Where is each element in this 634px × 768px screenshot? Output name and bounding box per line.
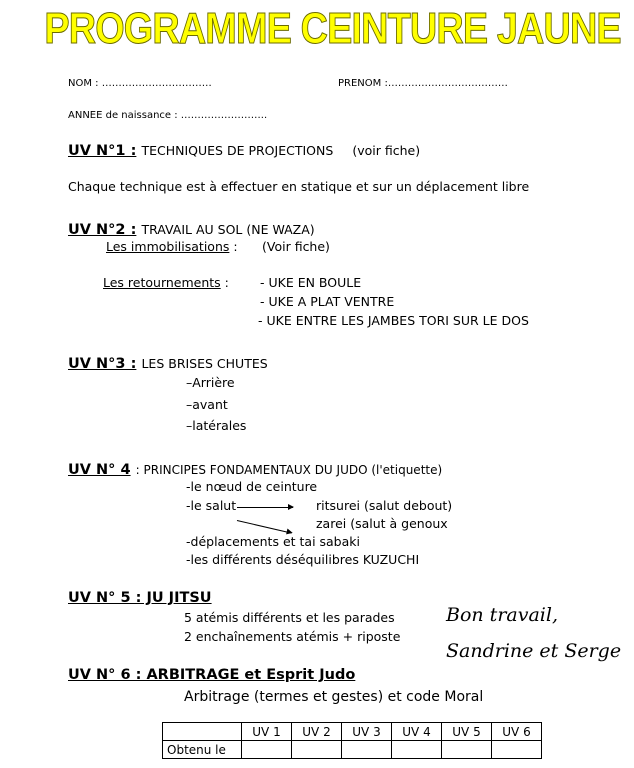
- uv1-line: Chaque technique est à effectuer en statique et sur un déplacement libre: [68, 179, 530, 194]
- immobilisations-colon: :: [229, 239, 238, 254]
- retournement-item: - UKE ENTRE LES JAMBES TORI SUR LE DOS: [258, 313, 529, 328]
- uv4-line: -le nœud de ceinture: [186, 479, 318, 494]
- table-cell: [163, 723, 242, 741]
- uv3-label: UV N°3 :: [68, 356, 137, 372]
- uv2-title: TRAVAIL AU SOL (NE WAZA): [141, 222, 315, 237]
- retournement-item: - UKE EN BOULE: [260, 275, 362, 290]
- table-cell[interactable]: [342, 741, 392, 759]
- immobilisations-label: Les immobilisations: [106, 239, 230, 254]
- annee-field[interactable]: ANNEE de naissance : ……………………..: [68, 110, 268, 121]
- uv3-item: –avant: [186, 397, 228, 412]
- table-header: UV 4: [392, 723, 442, 741]
- uv3-item: –latérales: [186, 418, 247, 433]
- nom-field[interactable]: NOM : ……………………………: [68, 78, 212, 89]
- uv6-line: Arbitrage (termes et gestes) et code Moral: [184, 689, 484, 705]
- signature-line: Bon travail,: [446, 604, 558, 626]
- uv2-retournements: [103, 275, 229, 290]
- uv4-line: -les différents déséquilibres KUZUCHI: [186, 552, 420, 567]
- uv1-header: [68, 140, 420, 159]
- table-row: [163, 741, 542, 759]
- uv2-label: UV N°2 :: [68, 222, 137, 238]
- table-cell[interactable]: [292, 741, 342, 759]
- salut-zarei: zarei (salut à genoux: [316, 516, 448, 531]
- uv5-line: 5 atémis différents et les parades: [184, 610, 395, 625]
- uv4-title: : PRINCIPES FONDAMENTAUX DU JUDO (l'etiquette): [135, 463, 443, 477]
- retournements-label: Les retournements: [103, 275, 221, 290]
- table-header: UV 3: [342, 723, 392, 741]
- arrow-icon: [237, 520, 292, 534]
- prenom-field[interactable]: PRENOM :………………………………: [338, 78, 508, 89]
- uv4-label: UV N° 4: [68, 462, 131, 478]
- uv3-item: –Arrière: [186, 375, 235, 390]
- table-header: UV 2: [292, 723, 342, 741]
- page-title: PROGRAMME CEINTURE JAUNE: [44, 4, 621, 53]
- signature-line: Sandrine et Serge: [446, 640, 622, 662]
- uv4-line: -déplacements et tai sabaki: [186, 534, 360, 549]
- retournement-item: - UKE A PLAT VENTRE: [260, 294, 395, 309]
- results-table: [162, 722, 542, 759]
- table-header: UV 5: [442, 723, 492, 741]
- uv5-header: UV N° 5 : JU JITSU: [68, 590, 212, 606]
- uv3-title: LES BRISES CHUTES: [141, 356, 268, 371]
- table-row: [163, 723, 542, 741]
- table-cell[interactable]: [242, 741, 292, 759]
- salut-ritsurei: ritsurei (salut debout): [316, 498, 453, 513]
- uv2-header: [68, 219, 315, 238]
- uv2-immobilisations: [106, 239, 238, 254]
- table-cell[interactable]: [442, 741, 492, 759]
- table-cell[interactable]: [492, 741, 542, 759]
- uv4-header: [68, 459, 442, 478]
- uv1-label: UV N°1 :: [68, 143, 137, 159]
- uv6-header: UV N° 6 : ARBITRAGE et Esprit Judo: [68, 667, 356, 683]
- arrow-icon: [237, 507, 293, 508]
- uv1-note: (voir fiche): [352, 143, 421, 158]
- uv3-header: [68, 353, 268, 372]
- uv5-line: 2 enchaînements atémis + riposte: [184, 629, 401, 644]
- row-label: Obtenu le: [163, 741, 242, 759]
- uv4-line: -le salut: [186, 498, 237, 513]
- table-header: UV 6: [492, 723, 542, 741]
- table-header: UV 1: [242, 723, 292, 741]
- retournements-colon: :: [220, 275, 229, 290]
- table-cell[interactable]: [392, 741, 442, 759]
- immobilisations-note: (Voir fiche): [262, 239, 330, 254]
- uv1-title: TECHNIQUES DE PROJECTIONS: [141, 143, 334, 158]
